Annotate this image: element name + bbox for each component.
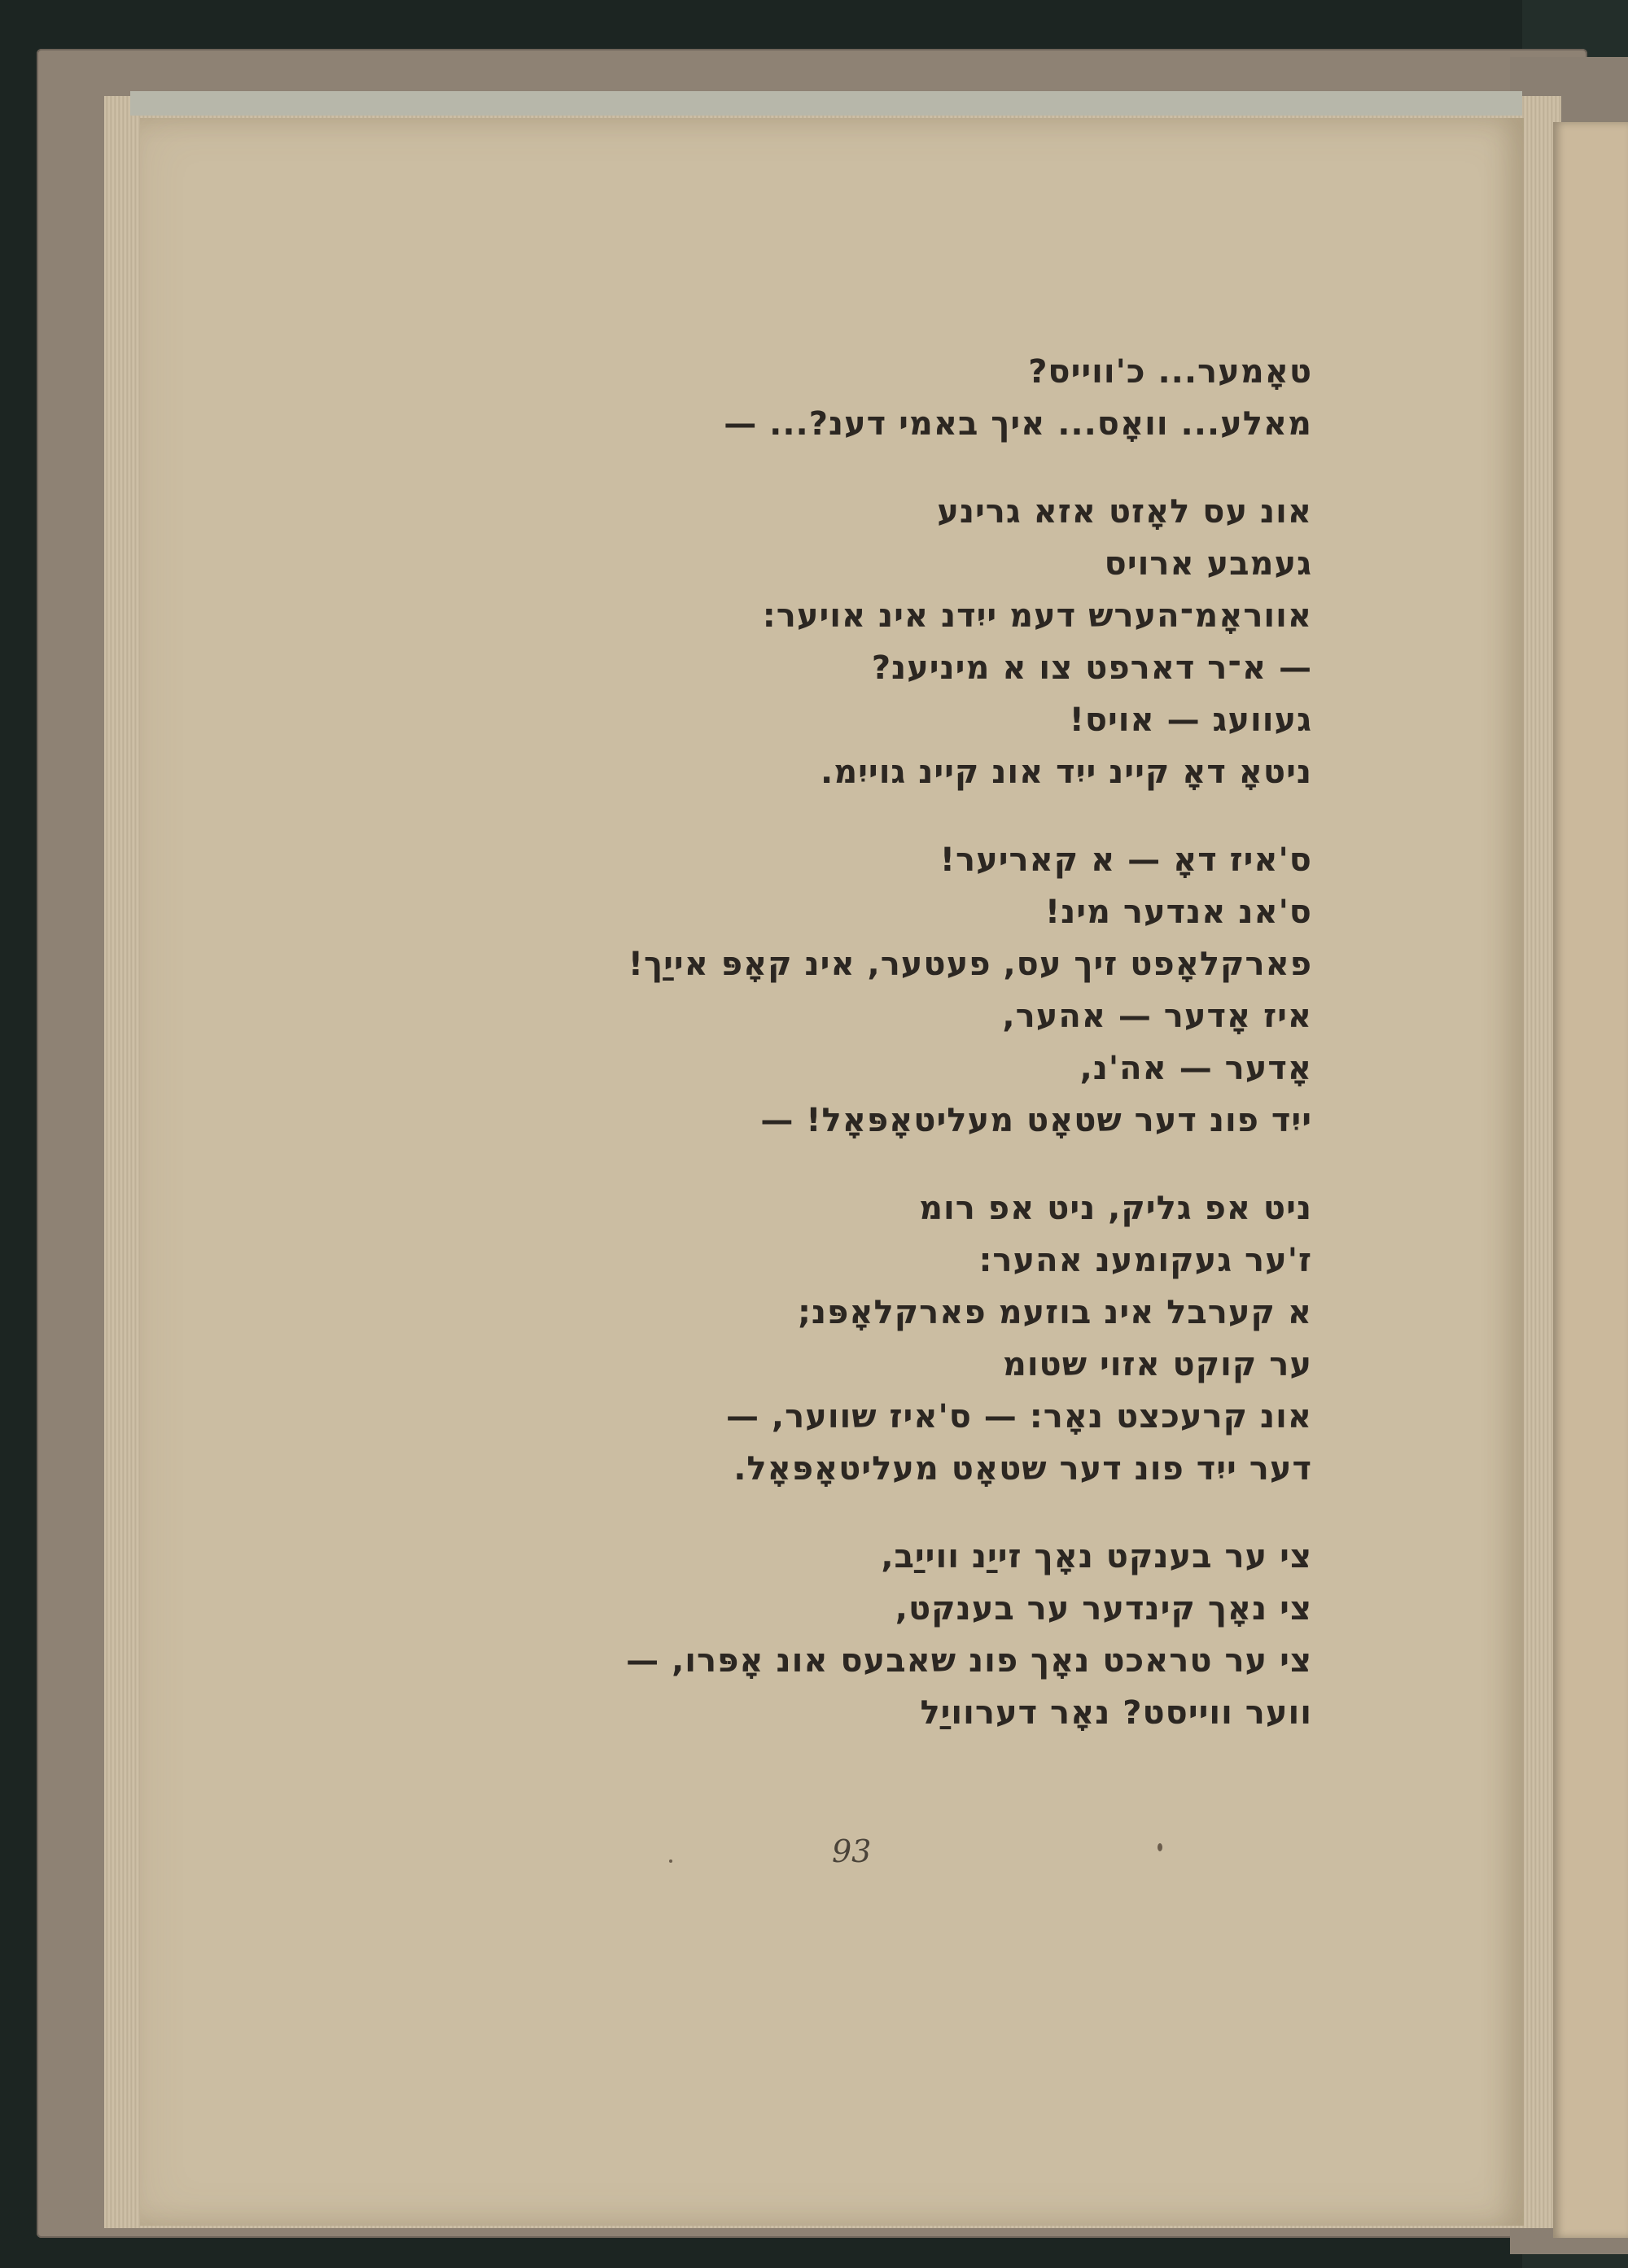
poem-line: ייִד פונ דער שטאָט מעליטאָפּאָל! —	[760, 1102, 1312, 1139]
facing-page-edge	[1553, 122, 1628, 2238]
poem-line: צי ער טראכט נאָך פונ שאבעס אונ אָפּרו, —	[626, 1642, 1312, 1680]
page-number: 93	[832, 1833, 872, 1869]
poem-line: איז אָדער — אהער,	[1002, 998, 1312, 1035]
poem-line: ניטאָ דאָ קיינ ייִד אונ קיינ גוייִמ.	[821, 754, 1312, 791]
poem-line: ס'אנ אנדער מינ!	[1044, 894, 1312, 931]
poem-line: צי נאָך קינדער ער בענקט,	[895, 1590, 1312, 1628]
poem-line: ער קוקט אזוי שטומ	[1002, 1346, 1312, 1383]
poem-line: ז'ער געקומענ אהער:	[978, 1242, 1312, 1279]
poem-line: ווער ווייסט? נאָר דערוויַל	[920, 1694, 1312, 1732]
poem-line: געמבע ארויס	[1104, 545, 1312, 583]
poem-line: צי ער בענקט נאָך זייַנ ווייַב,	[881, 1538, 1312, 1575]
poem-line: אָדער — אה'נ,	[1079, 1050, 1312, 1087]
page-top-edge	[130, 91, 1522, 116]
poem-line: טאָמער... כ'ווייס?	[1028, 353, 1312, 391]
poem-line: א קערבל אינ בוזעמ פארקלאָפּנ;	[797, 1294, 1312, 1331]
poem-line: דער ייִד פונ דער שטאָט מעליטאָפּאָל.	[733, 1450, 1312, 1488]
poem-line: געוועג — אויס!	[1069, 701, 1312, 739]
poem-line: פארקלאָפט זיך עס, פעטער, אינ קאָפּ אייַך!	[628, 946, 1312, 983]
poem-line: אווראָמ־הערש דעמ ייִדנ אינ אויער:	[762, 597, 1312, 635]
stanza	[498, 1531, 1312, 1739]
poem-line: אונ עס לאָזט אזא גרינע	[937, 493, 1312, 531]
poem-line: מאלע... וואָס... איך באמי דענ?... —	[724, 405, 1312, 443]
stanza	[498, 346, 1312, 450]
poem-text	[498, 346, 1312, 1775]
stanza	[498, 1182, 1312, 1495]
stanza	[498, 834, 1312, 1147]
poem-line: ניט אפ גליק, ניט אפ רומ	[919, 1190, 1312, 1227]
paper-speck	[669, 1859, 672, 1863]
paper-speck	[1158, 1843, 1162, 1851]
poem-line: אונ קרעכצט נאָר: — ס'איז שווער, —	[725, 1398, 1312, 1436]
poem-line: — א־ר דארפט צו א מיניענ?	[871, 649, 1312, 687]
stanza	[498, 486, 1312, 798]
book-page	[140, 118, 1524, 2226]
poem-line: ס'איז דאָ — א קאריער!	[939, 841, 1312, 879]
